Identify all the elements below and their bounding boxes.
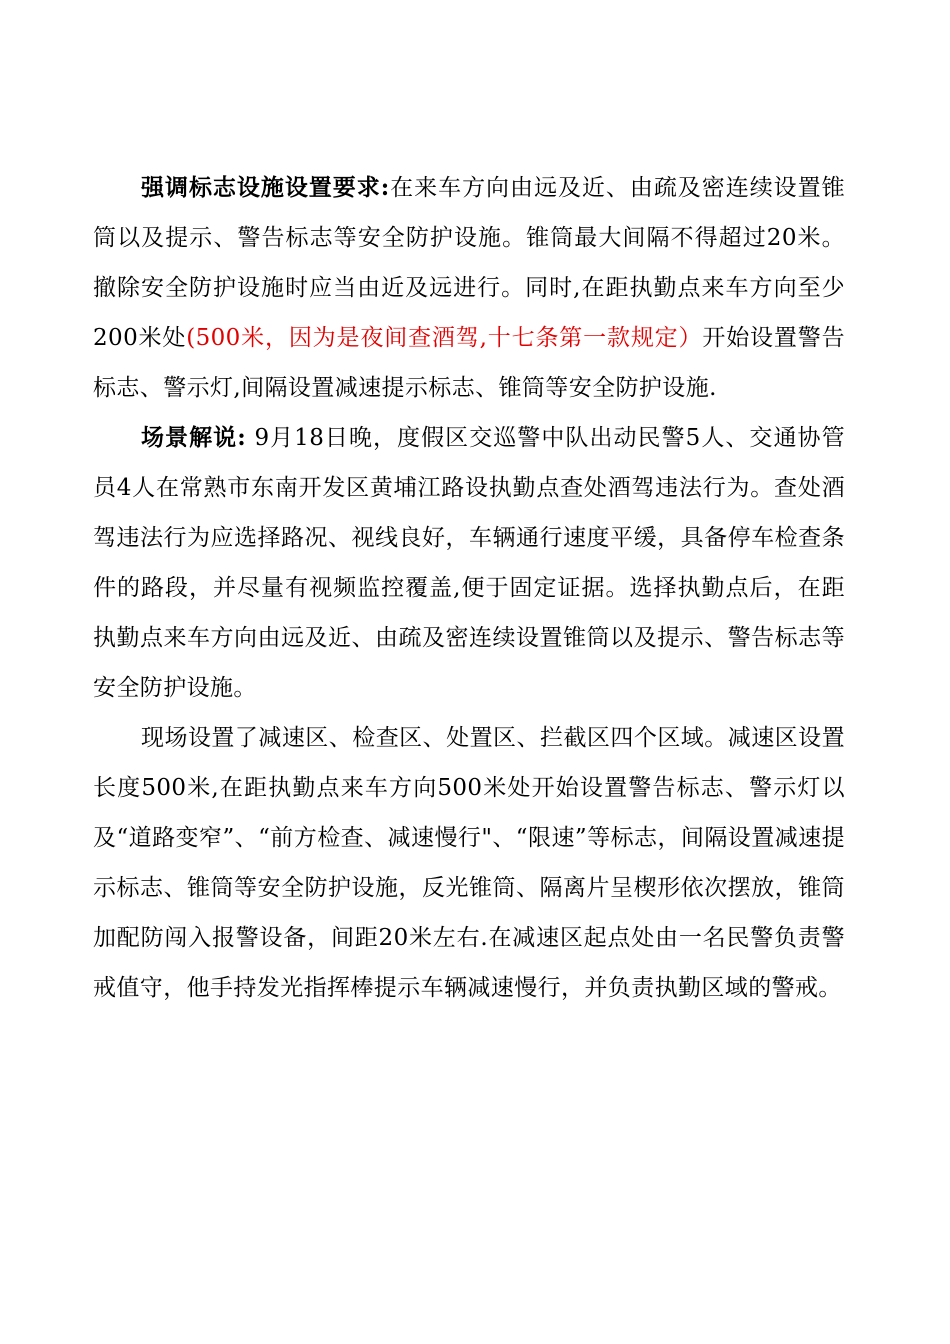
red-note: (500米，因为是夜间查酒驾,十七条第一款规定） — [186, 325, 703, 351]
paragraph-text: 现场设置了减速区、检查区、处置区、拦截区四个区域。减速区设置长度500米,在距执勤点来车方向500米处开始设置警告标志、警示灯以及“道路变窄”、“前方检查、减速慢行"、“限速”等标志，间隔设置减速提示标志、锥筒等安全防护设施，反光锥筒、隔离片呈楔形依次摆放，锥筒加配防闯入报警设备，间距20米左右.在减速区起点处由一名民警负责警戒值守，他手持发光指挥棒提示车辆减速慢行，并负责执勤区域的警戒。 — [93, 725, 845, 1001]
paragraph-heading: 强调标志设施设置要求: — [141, 174, 390, 201]
paragraph-scene — [93, 413, 845, 713]
paragraph-text: 在来车方向由远及近、由疏及密连续设置锥筒以及提示、警告标志等安全防护设施。锥筒最大间隔不得超过20米。撤除安全防护设施时应当由近及远进行。同时,在距执勤点来车方向至少200米处 — [93, 175, 846, 351]
paragraph-text: 9月18日晚，度假区交巡警中队出动民警5人、交通协管员4人在常熟市东南开发区黄埔江路设执勤点查处酒驾违法行为。查处酒驾违法行为应选择路况、视线良好，车辆通行速度平缓，具备停车检查条件的路段，并尽量有视频监控覆盖,便于固定证据。选择执勤点后，在距执勤点来车方向由远及近、由疏及密连续设置锥筒以及提示、警告标志等安全防护设施。 — [93, 425, 845, 701]
paragraph-requirements — [93, 163, 845, 413]
paragraph-zones — [93, 713, 845, 1013]
paragraph-heading: 场景解说: — [141, 424, 247, 451]
paragraph-text: 开始设置警告标志、警示灯,间隔设置减速提示标志、锥筒等安全防护设施. — [93, 325, 845, 401]
document-page — [93, 163, 845, 1013]
